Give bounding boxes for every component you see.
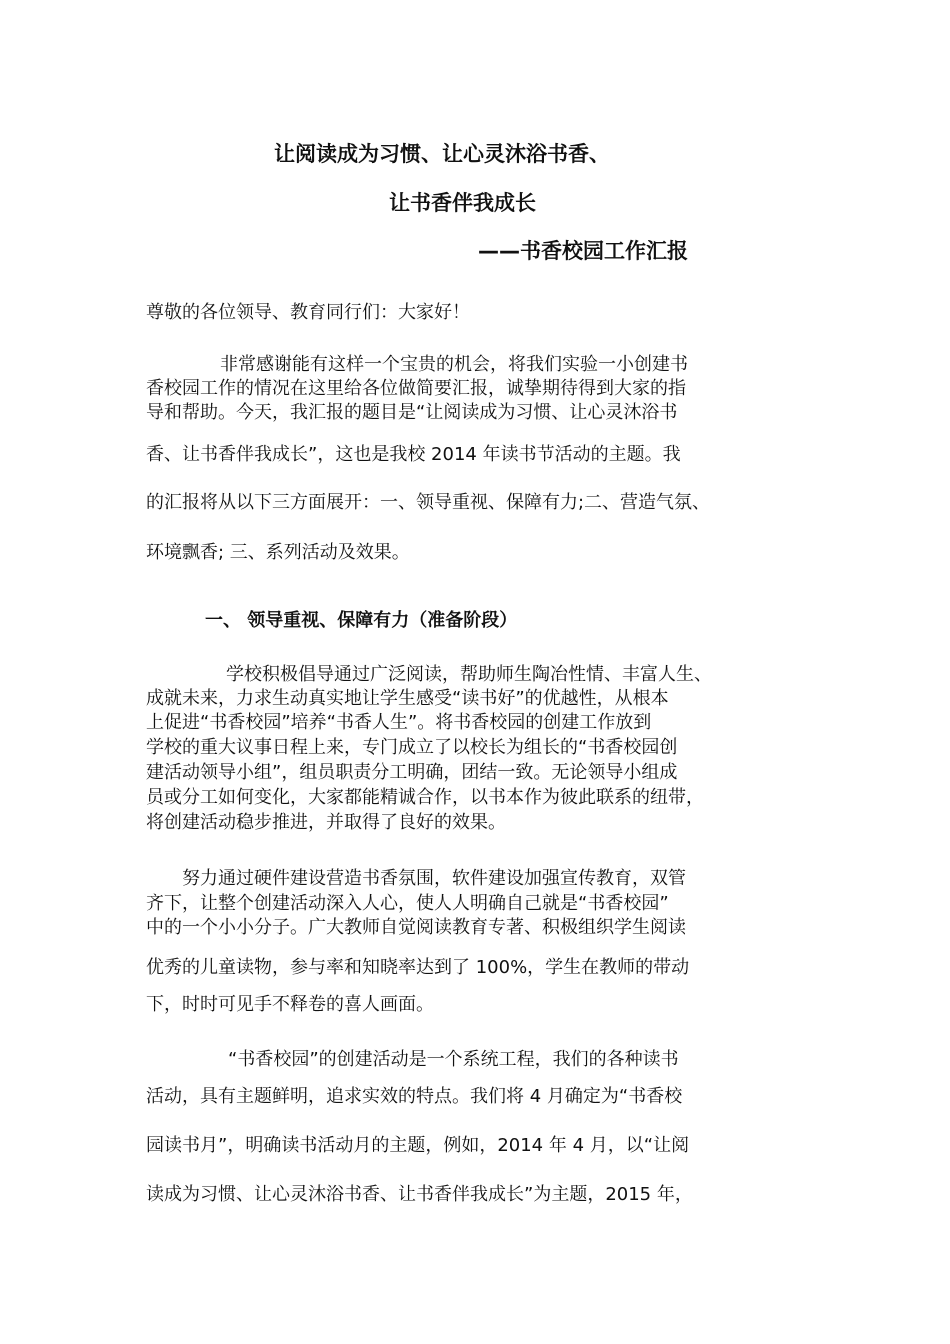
- paragraph-line: 活动，具有主题鲜明，追求实效的特点。我们将 4 月确定为“书香校: [146, 1086, 683, 1107]
- intro-line: 香校园工作的情况在这里给各位做简要汇报，诚挚期待得到大家的指: [146, 378, 686, 399]
- paragraph-line: 园读书月”，明确读书活动月的主题，例如，2014 年 4 月，以“让阅: [146, 1135, 690, 1156]
- paragraph-line: 优秀的儿童读物，参与率和知晓率达到了 100%，学生在教师的带动: [146, 957, 690, 978]
- intro-line: 环境飘香; 三、系列活动及效果。: [146, 542, 410, 563]
- paragraph-line: 下，时时可见手不释卷的喜人画面。: [146, 994, 434, 1015]
- intro-line: 导和帮助。今天，我汇报的题目是“让阅读成为习惯、让心灵沐浴书: [146, 402, 678, 423]
- paragraph-line: 建活动领导小组”，组员职责分工明确，团结一致。无论领导小组成: [146, 762, 678, 783]
- subtitle: ——书香校园工作汇报: [478, 239, 688, 263]
- paragraph-line: 成就未来，力求生动真实地让学生感受“读书好”的优越性，从根本: [146, 688, 669, 709]
- paragraph-line: 学校积极倡导通过广泛阅读，帮助师生陶冶性情、丰富人生、: [226, 664, 712, 685]
- paragraph-line: 学校的重大议事日程上来，专门成立了以校长为组长的“书香校园创: [146, 737, 678, 758]
- paragraph-line: 将创建活动稳步推进，并取得了良好的效果。: [146, 812, 506, 833]
- paragraph-line: “书香校园”的创建活动是一个系统工程，我们的各种读书: [228, 1049, 679, 1070]
- intro-line: 的汇报将从以下三方面展开：一、领导重视、保障有力;二、营造气氛、: [146, 492, 711, 513]
- title-line-2: 让书香伴我成长: [389, 191, 536, 215]
- greeting: 尊敬的各位领导、教育同行们：大家好！: [146, 302, 470, 323]
- section-heading: 一、 领导重视、保障有力（准备阶段）: [205, 610, 518, 631]
- paragraph-line: 努力通过硬件建设营造书香氛围，软件建设加强宣传教育，双管: [182, 868, 686, 889]
- paragraph-line: 齐下，让整个创建活动深入人心，使人人明确自己就是“书香校园”: [146, 893, 669, 914]
- paragraph-line: 上促进“书香校园”培养“书香人生”。将书香校园的创建工作放到: [146, 712, 652, 733]
- intro-line: 香、让书香伴我成长”，这也是我校 2014 年读书节活动的主题。我: [146, 444, 681, 465]
- paragraph-line: 员或分工如何变化，大家都能精诚合作，以书本作为彼此联系的纽带，: [146, 787, 704, 808]
- paragraph-line: 读成为习惯、让心灵沐浴书香、让书香伴我成长”为主题，2015 年，: [146, 1184, 693, 1205]
- paragraph-line: 中的一个小小分子。广大教师自觉阅读教育专著、积极组织学生阅读: [146, 917, 686, 938]
- intro-line: 非常感谢能有这样一个宝贵的机会，将我们实验一小创建书: [220, 354, 688, 375]
- title-line-1: 让阅读成为习惯、让心灵沐浴书香、: [274, 142, 610, 166]
